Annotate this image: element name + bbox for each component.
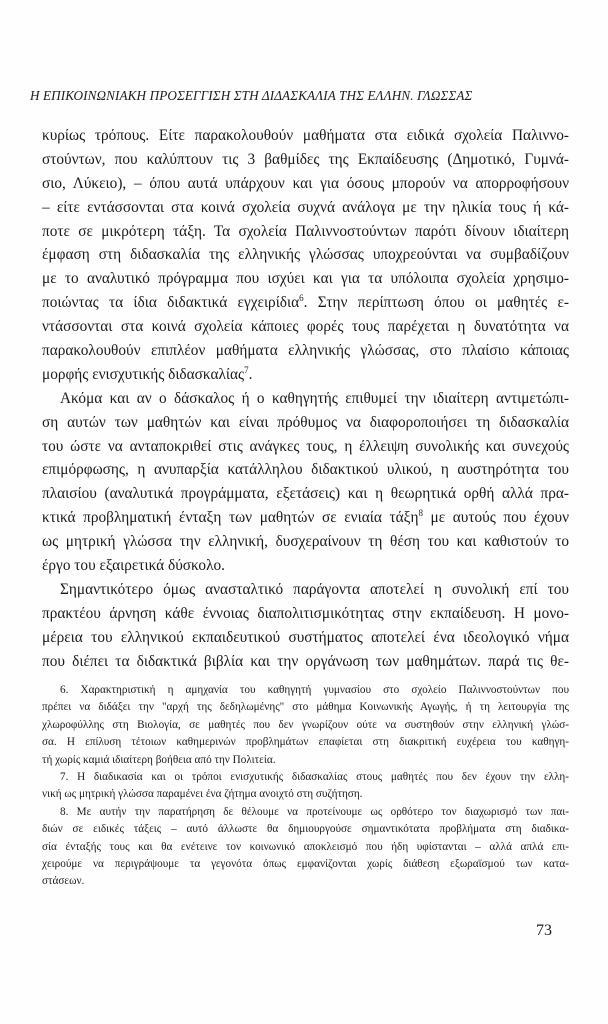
footnote-7-line: 7. Η διαδικασία και οι τρόποι ενισχυτικής διδασκαλίας στους μαθητές που δεν έχουν την ελλη-: [60, 770, 569, 783]
footnote-8-line: διών σε ειδικές τάξεις – αυτό άλλωστε θα δημιουργούσε σημαντικότατα προβλήματα στη διαδικα-: [42, 823, 569, 836]
text-line: έργο του εξαιρετικά δύσκολο.: [42, 557, 225, 575]
text-line: μέρεια του ελληνικού εκπαιδευτικού συστήματος αποτελεί ένα ιδεολογικό νήμα: [42, 628, 569, 646]
footnote-6-line: πρέπει να διδάξει την "αρχή της δεδηλωμένης" στο μάθημα Κοινωνικής Αγωγής, ή τη λειτουργία της: [42, 701, 569, 714]
text-line: κυρίως τρόπους. Είτε παρακολουθούν μαθήματα στα ειδικά σχολεία Παλιννο-: [42, 127, 569, 144]
text-line: παρακολουθούν επιπλέον μαθήματα ελληνικής γλώσσας, στο πλαίσιο κάποιας: [42, 342, 569, 360]
footnote-6-line: 6. Χαρακτηριστική η αμηχανία του καθηγητή γυμνασίου στο σχολείο Παλιννοστούντων που: [60, 684, 569, 696]
text-fragment: .: [248, 365, 253, 383]
text-line: ως μητρική γλώσσα την ελληνική, δυσχεραίνουν τη θέση του και καθιστούν το: [42, 533, 569, 551]
text-fragment: κτικά προβληματική ένταξη των μαθητών σε ενιαία τάξη: [42, 509, 419, 527]
text-fragment: με αυτούς που έχουν: [422, 509, 569, 527]
text-line: ποτε σε μικρότερη τάξη. Τα σχολεία Παλιννοστούντων παρότι δίνουν ιδιαίτερη: [42, 222, 569, 240]
running-head: Η ΕΠΙΚΟΙΝΩΝΙΑΚΗ ΠΡΟΣΕΓΓΙΣΗ ΣΤΗ ΔΙΔΑΣΚΑΛΙΑ ΤΗΣ ΕΛΛΗΝ. ΓΛΩΣΣΑΣ: [30, 88, 473, 103]
text-line: πλαισίου (αναλυτικά προγράμματα, εξετάσεις) και η θεωρητικά ορθή αλλά πρα-: [42, 485, 569, 503]
footnote-8-line: στάσεων.: [42, 875, 85, 888]
text-line: Ακόμα και αν ο δάσκαλος ή ο καθηγητής επιθυμεί την ιδιαίτερη αντιμετώπι-: [60, 389, 569, 407]
text-line: σιο, Λύκειο), – όπου αυτά υπάρχουν και για όσους μπορούν να απορροφήσουν: [42, 174, 569, 192]
footnote-ref-8[interactable]: 8: [418, 508, 423, 519]
text-fragment: . Στην περίπτωση όπου οι μαθητές ε-: [303, 294, 569, 312]
footnote-8-line: 8. Με αυτήν την παρατήρηση δε θέλουμε να προτείνουμε ως ορθότερο τον διαχωρισμό των παι-: [60, 805, 569, 818]
text-fragment: ποιώντας τα ίδια διδακτικά εγχειρίδια: [42, 294, 300, 312]
footnote-6-line: σα. Η επίλυση τέτοιων καθημερινών προβλημάτων επαφίεται στη διακριτική ευχέρεια του καθηγη-: [42, 736, 569, 749]
text-line: [42, 291, 569, 315]
text-line: – είτε εντάσσονται στα κοινά σχολεία συχνά ανάλογα με την ηλικία τους ή κά-: [42, 198, 569, 216]
main-text: [42, 124, 569, 673]
footnote-8-line: χειρούμε να περιγράψουμε τα γεγονότα όπως εμφανίζονται χωρίς διάθεση εξωραϊσμού των κατα-: [42, 857, 569, 870]
text-line: που διέπει τα διδακτικά βιβλία και την οργάνωση των μαθημάτων. παρά τις θε-: [42, 652, 569, 670]
footnotes: [42, 682, 569, 891]
page-number: 73: [536, 922, 552, 939]
footnote-ref-7[interactable]: 7: [244, 364, 249, 375]
text-fragment: μορφής ενισχυτικής διδασκαλίας: [42, 365, 245, 383]
footnote-6-line: τή χωρίς καμιά ιδιαίτερη βοήθεια από την Πολιτεία.: [42, 753, 276, 766]
text-line: στούντων, που καλύπτουν τις 3 βαθμίδες της Εκπαίδευσης (Δημοτικό, Γυμνά-: [42, 150, 569, 168]
text-line: [42, 363, 569, 387]
footnote-7-line: νική ως μητρική γλώσσα παραμένει ένα ζήτημα ανοιχτό στη συζήτηση.: [42, 788, 363, 801]
text-line: επιμόρφωσης, η ανυπαρξία κατάλληλου διδακτικού υλικού, η αυστηρότητα του: [42, 461, 569, 479]
footnote-8-line: σία ένταξής τους και θα ενέτεινε τον κοινωνικό αποκλεισμό που ήδη υφίστανται – αλλά απλά επι-: [42, 840, 569, 853]
footnote-6-line: χλωροφύλλης στη Βιολογία, σε μαθητές που δεν γνωρίζουν ούτε να συστηθούν στην ελληνική γλώσ-: [42, 718, 569, 731]
text-line: [42, 506, 569, 530]
text-line: έμφαση στη διδασκαλία της ελληνικής γλώσσας υποχρεούνται να συμβαδίζουν: [42, 246, 569, 264]
text-line: ση αυτών των μαθητών και είναι πρόθυμος να διαφοροποιήσει τη διδασκαλία: [42, 413, 569, 431]
text-line: πρακτέου άρνηση κάθε έννοιας διαπολιτισμικότητας στην εκπαίδευση. Η μονο-: [42, 604, 569, 622]
footnote-ref-6[interactable]: 6: [299, 293, 304, 304]
text-line: ντάσσονται στα κοινά σχολεία κάποιες φορές τους παρέχεται η δυνατότητα να: [42, 318, 569, 336]
text-line: με το αναλυτικό πρόγραμμα που ισχύει και για τα υπόλοιπα σχολεία χρησιμο-: [42, 270, 569, 288]
text-line: Σημαντικότερο όμως ανασταλτικό παράγοντα αποτελεί η συνολική επί του: [60, 580, 569, 598]
text-line: του ώστε να ανταποκριθεί στις ανάγκες τους, η έλλειψη συνολικής και συνεχούς: [42, 437, 569, 455]
